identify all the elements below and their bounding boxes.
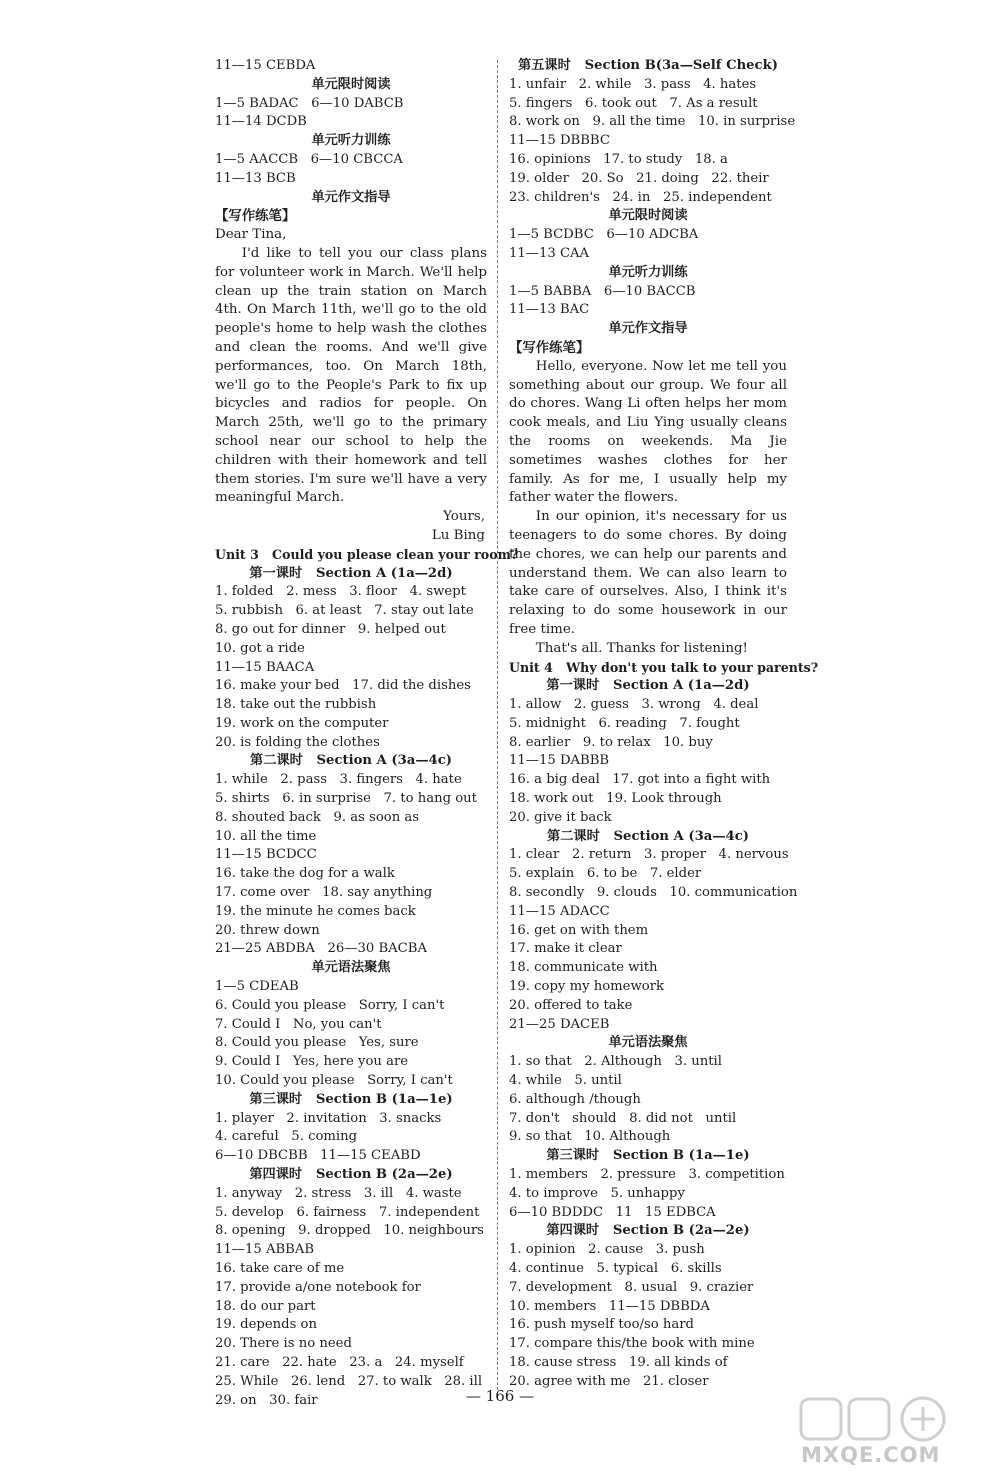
section-heading: 第二课时 Section A (3a—4c) xyxy=(250,753,452,769)
answer-line: 1. allow 2. guess 3. wrong 4. deal xyxy=(509,697,759,713)
answer-line: 16. take care of me xyxy=(215,1261,345,1276)
answer-line: 7. don't should 8. did not until xyxy=(509,1110,737,1126)
answer-line: 1. player 2. invitation 3. snacks xyxy=(215,1110,442,1126)
unit-title: Unit 4 Why don't you talk to your parents? xyxy=(509,659,819,675)
section-heading: 单元语法聚焦 xyxy=(608,1035,688,1051)
section-heading: 第二课时 Section A (3a—4c) xyxy=(547,828,749,844)
answer-line: 4. careful 5. coming xyxy=(215,1129,358,1145)
answer-line: 10. Could you please Sorry, I can't xyxy=(215,1073,453,1089)
answer-line: 23. children's 24. in 25. independent xyxy=(509,189,772,205)
answer-line: 19. work on the computer xyxy=(215,715,389,731)
section-heading: 单元听力训练 xyxy=(311,133,391,149)
answer-line: 11—15 CEBDA xyxy=(215,58,316,73)
section-heading: 第三课时 Section B (1a—1e) xyxy=(546,1148,750,1164)
answer-line: 16. take the dog for a walk xyxy=(215,866,395,882)
writing-label: 【写作练笔】 xyxy=(215,208,296,225)
section-heading: 单元限时阅读 xyxy=(608,208,688,224)
answer-line: 20. agree with me 21. closer xyxy=(509,1373,709,1389)
answer-line: 9. so that 10. Although xyxy=(509,1129,671,1145)
unit-title: Unit 3 Could you please clean your room? xyxy=(215,546,519,562)
answer-line: 6. Could you please Sorry, I can't xyxy=(215,997,445,1013)
answer-line: 19. the minute he comes back xyxy=(215,903,416,919)
answer-line: 11—15 BAACA xyxy=(215,659,315,675)
answer-line: 17. compare this/the book with mine xyxy=(509,1336,755,1352)
section-heading: 单元作文指导 xyxy=(608,321,688,337)
answer-line: 1. while 2. pass 3. fingers 4. hate xyxy=(215,772,462,788)
answer-line: 6. although /though xyxy=(509,1091,641,1107)
writing-label: 【写作练笔】 xyxy=(509,339,590,356)
section-heading: 第四课时 Section B (2a—2e) xyxy=(546,1223,750,1239)
answer-line: 11—15 ADACC xyxy=(509,903,610,919)
essay-paragraph-2: In our opinion, it's necessary for us teenagers to do some chores. By doing the chores, we can help our parents and understand them. We can also learn to take care of ourselves. Also, I think it's relaxing to do some housework in our free time. xyxy=(509,509,787,637)
answer-line: 11—13 CAA xyxy=(509,245,590,261)
answer-line: 1. unfair 2. while 3. pass 4. hates xyxy=(509,76,757,92)
answer-line: 6—10 BDDDC 11 15 EDBCA xyxy=(509,1204,716,1220)
section-heading: 单元限时阅读 xyxy=(311,76,391,92)
answer-line: 8. secondly 9. clouds 10. communication xyxy=(509,885,798,901)
section-heading: 第三课时 Section B (1a—1e) xyxy=(249,1091,453,1107)
answer-line: 8. earlier 9. to relax 10. buy xyxy=(509,734,713,750)
answer-line: 21—25 ABDBA 26—30 BACBA xyxy=(215,941,427,957)
answer-line: 11—15 ABBAB xyxy=(215,1242,315,1258)
answer-line: 5. rubbish 6. at least 7. stay out late xyxy=(215,603,474,619)
answer-line: 4. to improve 5. unhappy xyxy=(509,1185,685,1201)
section-heading: 第一课时 Section A (1a—2d) xyxy=(546,678,750,694)
answer-line: 5. shirts 6. in surprise 7. to hang out xyxy=(215,791,477,807)
answer-line: 16. a big deal 17. got into a fight with xyxy=(509,772,771,788)
answer-line: 1—5 BCDBC 6—10 ADCBA xyxy=(509,227,699,243)
answer-line: 1—5 BABBA 6—10 BACCB xyxy=(509,283,696,299)
answer-line: 1. so that 2. Although 3. until xyxy=(509,1054,722,1070)
answer-line: 20. is folding the clothes xyxy=(215,734,380,750)
answer-line: 8. opening 9. dropped 10. neighbours xyxy=(215,1223,484,1239)
answer-line: 1. members 2. pressure 3. competition xyxy=(509,1167,785,1183)
answer-line: 11—15 DABBB xyxy=(509,753,610,769)
answer-line: 5. midnight 6. reading 7. fought xyxy=(509,715,740,731)
section-heading: 单元听力训练 xyxy=(608,264,688,280)
essay-paragraph-1: Hello, everyone. Now let me tell you something about our group. We four all do chores. Wang Li often helps her mom cook meals, and Liu Ying usually cleans the rooms on weekends. Ma Jie sometimes washes clothes for her family. As for me, I usually help my father water the flowers. xyxy=(509,358,787,506)
essay-paragraph-3: That's all. Thanks for listening! xyxy=(535,640,748,656)
answer-line: 18. work out 19. Look through xyxy=(509,791,722,807)
answer-line: 6—10 DBCBB 11—15 CEABD xyxy=(215,1148,421,1164)
answer-line: 4. continue 5. typical 6. skills xyxy=(509,1261,722,1276)
answer-line: 1. anyway 2. stress 3. ill 4. waste xyxy=(215,1185,462,1201)
answer-line: 9. Could I Yes, here you are xyxy=(215,1054,409,1070)
watermark xyxy=(783,1393,998,1471)
answer-line: 11—13 BAC xyxy=(509,302,590,318)
answer-line: 20. offered to take xyxy=(509,997,633,1013)
answer-line: 8. work on 9. all the time 10. in surprise xyxy=(509,114,796,130)
answer-line: 1. folded 2. mess 3. floor 4. swept xyxy=(215,584,466,600)
answer-line: 1—5 AACCB 6—10 CBCCA xyxy=(215,151,403,167)
answer-line: 7. development 8. usual 9. crazier xyxy=(509,1279,754,1295)
answer-line: 5. develop 6. fairness 7. independent xyxy=(215,1204,480,1220)
answer-line: 17. come over 18. say anything xyxy=(215,885,433,901)
answer-line: 20. There is no need xyxy=(215,1336,352,1352)
page-number: — 166 — xyxy=(465,1387,535,1405)
letter-closing: Yours, xyxy=(443,509,485,525)
answer-line: 17. provide a/one notebook for xyxy=(215,1279,421,1295)
answer-line: 5. fingers 6. took out 7. As a result xyxy=(509,95,758,111)
section-heading: 第四课时 Section B (2a—2e) xyxy=(249,1167,453,1183)
letter-body: I'd like to tell you our class plans for volunteer work in March. We'll help clean up the train station on March 4th. On March 11th, we'll go to the old people's home to help wash the clothes and clean the rooms. And we'll give performances, too. On March 18th, we'll go to the People's Park to fix up bicycles and radios for people. On March 25th, we'll go to the primary school near our school to help the children with their homework and tell them stories. I'm sure we'll have a very meaningful March. xyxy=(215,245,487,506)
answer-line: 25. While 26. lend 27. to walk 28. ill xyxy=(215,1373,483,1389)
answer-line: 16. get on with them xyxy=(509,922,649,938)
answer-line: 1—5 CDEAB xyxy=(215,979,299,995)
answer-line: 20. threw down xyxy=(215,922,320,938)
answer-line: 18. do our part xyxy=(215,1298,316,1314)
answer-line: 1. opinion 2. cause 3. push xyxy=(509,1242,705,1258)
answer-line: 8. shouted back 9. as soon as xyxy=(215,809,420,825)
answer-line: 19. depends on xyxy=(215,1317,317,1333)
answer-line: 17. make it clear xyxy=(509,941,622,957)
watermark-logo xyxy=(783,1393,998,1445)
left-answers-top xyxy=(215,57,487,207)
right-column xyxy=(509,57,819,1392)
answer-line: 29. on 30. fair xyxy=(215,1392,318,1408)
section-heading: 单元作文指导 xyxy=(311,189,391,205)
answer-line: 21. care 22. hate 23. a 24. myself xyxy=(215,1354,464,1370)
answer-line: 1. clear 2. return 3. proper 4. nervous xyxy=(509,847,789,863)
answer-line: 11—14 DCDB xyxy=(215,114,307,130)
section-heading: 单元语法聚焦 xyxy=(311,960,391,976)
answer-line: 18. take out the rubbish xyxy=(215,697,377,713)
letter-greeting: Dear Tina, xyxy=(215,227,287,243)
answer-line: 18. communicate with xyxy=(509,960,658,976)
answer-line: 5. explain 6. to be 7. elder xyxy=(509,866,702,882)
answer-line: 11—15 DBBBC xyxy=(509,133,610,149)
answer-line: 10. all the time xyxy=(215,828,317,844)
answer-line: 20. give it back xyxy=(509,809,612,825)
section-heading: 第五课时 Section B(3a—Self Check) xyxy=(518,58,778,73)
answer-line: 16. make your bed 17. did the dishes xyxy=(215,678,471,694)
answer-line: 10. got a ride xyxy=(215,640,305,656)
answer-line: 21—25 DACEB xyxy=(509,1016,610,1032)
answer-line: 16. push myself too/so hard xyxy=(509,1317,694,1333)
answer-line: 11—15 BCDCC xyxy=(215,847,317,863)
answer-line: 8. Could you please Yes, sure xyxy=(215,1035,419,1051)
answer-line: 19. copy my homework xyxy=(509,979,664,995)
watermark-text: MXQE.COM xyxy=(801,1443,941,1467)
answer-line: 16. opinions 17. to study 18. a xyxy=(509,151,728,167)
answer-line: 10. members 11—15 DBBDA xyxy=(509,1298,710,1314)
right-answers-bottom xyxy=(509,659,819,1392)
answer-line: 1—5 BADAC 6—10 DABCB xyxy=(215,95,404,111)
answer-line: 7. Could I No, you can't xyxy=(215,1016,382,1032)
answer-line: 19. older 20. So 21. doing 22. their xyxy=(509,170,769,186)
answer-line: 18. cause stress 19. all kinds of xyxy=(509,1354,728,1370)
letter-signature: Lu Bing xyxy=(431,527,485,543)
answer-line: 8. go out for dinner 9. helped out xyxy=(215,621,446,637)
answer-line: 11—13 BCB xyxy=(215,170,296,186)
column-divider xyxy=(497,60,498,1400)
section-heading: 第一课时 Section A (1a—2d) xyxy=(249,565,453,581)
answer-line: 4. while 5. until xyxy=(509,1073,622,1089)
right-answers-top xyxy=(509,57,796,339)
